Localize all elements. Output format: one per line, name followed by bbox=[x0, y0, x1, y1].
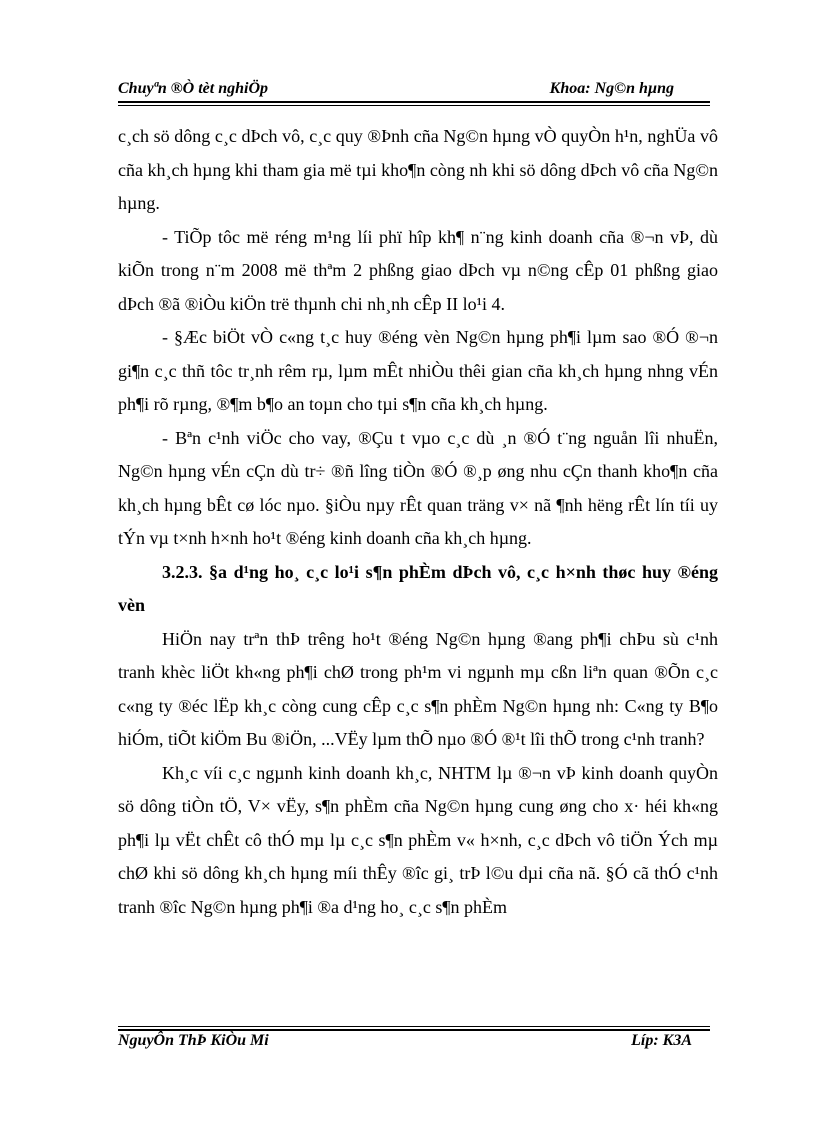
paragraph-capital-mobilization: - §Æc biÖt vÒ c«ng t¸c huy ®éng vèn Ng©n hµng ph¶i lµm sao ®Ó ®¬n gi¶n c¸c thñ tôc tr¸nh rêm rµ, lµm mÊt nhiÒu thêi gian cña kh¸ch hµng nhng vÉn ph¶i rõ rµng, ®¶m b¶o an toµn cho tµi s¶n cña kh¸ch hµng. bbox=[118, 327, 718, 414]
footer-author: NguyÔn ThÞ KiÒu Mi bbox=[118, 1032, 269, 1049]
footer-class: Líp: K3A bbox=[631, 1032, 692, 1049]
section-heading: 3.2.3. §a d¹ng ho¸ c¸c lo¹i s¶n phÈm dÞch vô, c¸c h×nh thøc huy ®éng vèn bbox=[118, 561, 718, 615]
header-faculty: Khoa: Ng©n hµng bbox=[549, 80, 674, 97]
page-header bbox=[118, 76, 710, 102]
document-body bbox=[118, 120, 718, 924]
footer-rule bbox=[118, 1029, 710, 1031]
header-rule-thin bbox=[118, 105, 710, 106]
paragraph-competition: HiÖn nay trªn thÞ trêng ho¹t ®éng Ng©n hµng ®ang ph¶i chÞu sù c¹nh tranh khèc liÖt kh«ng ph¶i chØ trong ph¹m vi ngµnh mµ cßn liªn quan ®Õn c¸c c«ng ty ®éc lËp kh¸c còng cung cÊp c¸c s¶n phÈm Ng©n hµng nh: C«ng ty B¶o hiÓm, tiÕt kiÖm Bu ®iÖn, ...VËy lµm thÕ nµo ®Ó ®¹t lîi thÕ trong c¹nh tranh? bbox=[118, 628, 718, 749]
paragraph-products: Kh¸c víi c¸c ngµnh kinh doanh kh¸c, NHTM lµ ®¬n vÞ kinh doanh quyÒn sö dông tiÒn tÖ, V× vËy, s¶n phÈm cña Ng©n hµng cung øng cho x· héi kh«ng ph¶i lµ vËt chÊt cô thÓ mµ lµ c¸c s¶n phÈm v« h×nh, c¸c dÞch vô tiÖn Ých mµ chØ khi sö dông kh¸ch hµng míi thÊy ®îc gi¸ trÞ l©u dµi cña nã. §Ó cã thÓ c¹nh tranh ®îc Ng©n hµng ph¶i ®a d¹ng ho¸ c¸c s¶n phÈm bbox=[118, 762, 718, 917]
paragraph-continuation: c¸ch sö dông c¸c dÞch vô, c¸c quy ®Þnh cña Ng©n hµng vÒ quyÒn h¹n, nghÜa vô cña kh¸ch hµng khi tham gia më tµi kho¶n còng nh khi sö dông dÞch vô cña Ng©n hµng. bbox=[118, 126, 718, 213]
header-document-title: Chuyªn ®Ò tèt nghiÖp bbox=[118, 80, 269, 97]
paragraph-expand-network: - TiÕp tôc më réng m¹ng líi phï hîp kh¶ n¨ng kinh doanh cña ®¬n vÞ, dù kiÕn trong n¨m 2008 më thªm 2 phßng giao dÞch vµ n©ng cÊp 01 phßng giao dÞch ®ã ®iÒu kiÖn trë thµnh chi nh¸nh cÊp II lo¹i 4. bbox=[118, 226, 718, 314]
paragraph-liquidity: - Bªn c¹nh viÖc cho vay, ®Çu t vµo c¸c dù ¸n ®Ó t¨ng nguån lîi nhuËn, Ng©n hµng vÉn cÇn dù tr÷ ®ñ lîng tiÒn ®Ó ®¸p øng nhu cÇn thanh kho¶n cña kh¸ch hµng bÊt cø lóc nµo. §iÒu nµy rÊt quan träng v× nã ¶nh hëng rÊt lín tíi uy tÝn vµ t×nh h×nh ho¹t ®éng kinh doanh cña kh¸ch hµng. bbox=[118, 427, 718, 548]
header-rule bbox=[118, 101, 710, 103]
footer-rule-thin bbox=[118, 1026, 710, 1027]
page-footer bbox=[118, 1032, 710, 1056]
